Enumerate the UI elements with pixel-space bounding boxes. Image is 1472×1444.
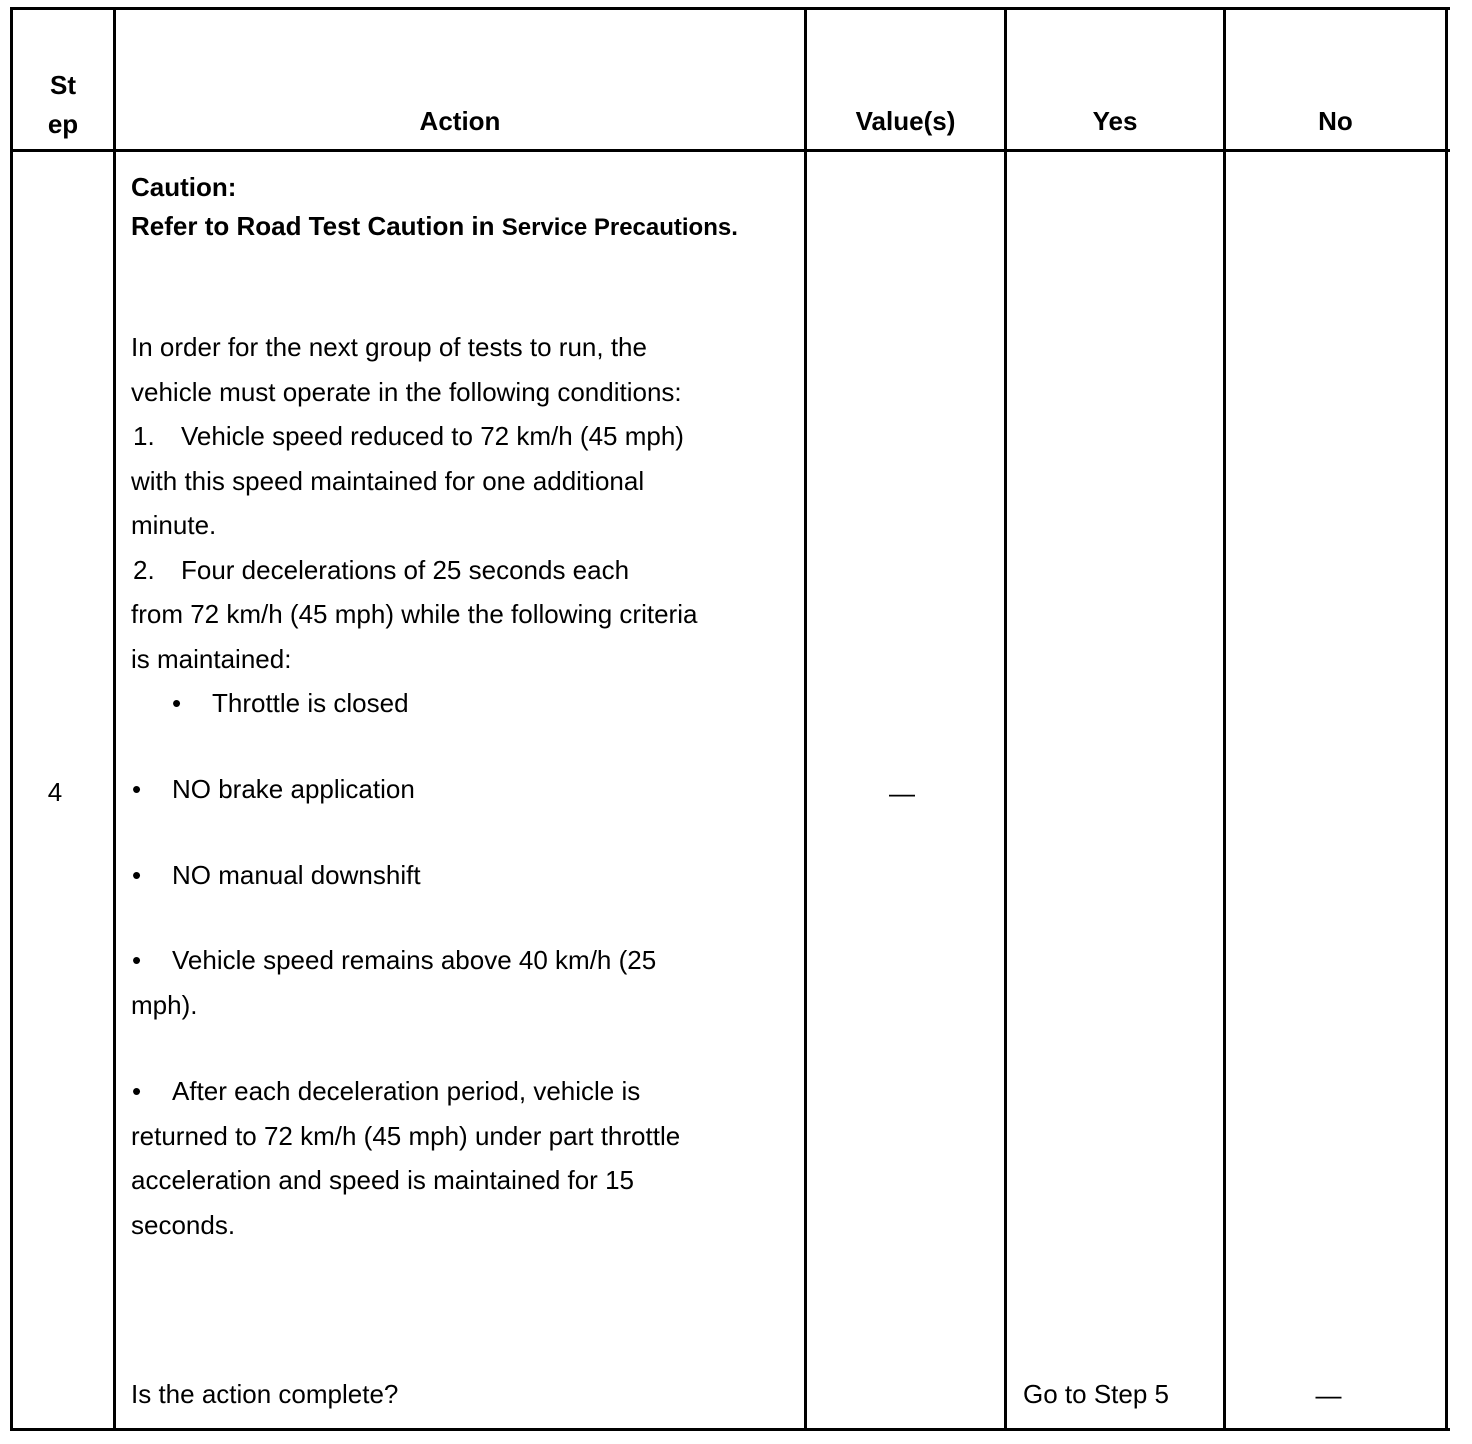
- bullet-text: Throttle is closed: [212, 688, 409, 718]
- bullet-text-cont: returned to 72 km/h (45 mph) under part throttle: [131, 1120, 681, 1151]
- bullet-icon: •: [132, 1076, 142, 1106]
- header-step-line1: St: [50, 70, 76, 100]
- column-divider-yes: [1223, 7, 1226, 1431]
- bullet-text: After each deceleration period, vehicle is: [172, 1076, 641, 1106]
- action-body: [131, 325, 697, 681]
- step-number: 4: [47, 777, 63, 807]
- item1-line2: with this speed maintained for one additional: [131, 465, 645, 496]
- service-precautions-link[interactable]: Service Precautions.: [501, 214, 738, 241]
- bullet-item-brake: [132, 774, 415, 804]
- action-question: Is the action complete?: [131, 1379, 399, 1409]
- intro-line1: In order for the next group of tests to run, the: [131, 332, 647, 362]
- table-border-right: [1445, 7, 1448, 1431]
- item1-line3: minute.: [131, 510, 217, 540]
- bullet-item-throttle: [172, 688, 409, 718]
- bullet-item-speed: [131, 938, 656, 1027]
- bullet-icon: •: [132, 945, 142, 975]
- header-no: No: [1318, 106, 1353, 136]
- bullet-text-cont: seconds.: [131, 1209, 236, 1240]
- caution-label: Caution:: [131, 172, 237, 202]
- bullet-item-downshift: [132, 860, 421, 890]
- caution-text-a: Refer to Road Test Caution in: [131, 211, 502, 241]
- bullet-icon: •: [132, 860, 142, 890]
- table-border-top: [10, 7, 1450, 10]
- table-border-bottom: [10, 1428, 1450, 1431]
- column-divider-step: [113, 7, 116, 1431]
- bullet-icon: •: [172, 688, 182, 718]
- header-step-line2: ep: [47, 109, 79, 139]
- header-yes: Yes: [1092, 106, 1138, 136]
- item1-text: Vehicle speed reduced to 72 km/h (45 mph): [181, 421, 684, 451]
- bullet-text: NO manual downshift: [172, 860, 421, 890]
- header-values: Value(s): [855, 106, 956, 136]
- bullet-line: [131, 1069, 680, 1114]
- header-divider: [10, 149, 1450, 152]
- item2-line3: is maintained:: [131, 643, 292, 674]
- bullet-item-after-deceleration: [131, 1069, 680, 1247]
- yes-go-to-step-5[interactable]: Go to Step 5: [1023, 1379, 1169, 1409]
- item2-text: Four decelerations of 25 seconds each: [181, 554, 630, 585]
- item1-number: 1.: [133, 421, 155, 451]
- item2-number: 2.: [133, 554, 155, 585]
- header-action: Action: [419, 106, 501, 136]
- table-border-left: [10, 7, 13, 1431]
- caution-text: [131, 211, 738, 243]
- item2-line1: [131, 548, 697, 593]
- item2-line2: from 72 km/h (45 mph) while the following criteria: [131, 599, 698, 629]
- bullet-text: NO brake application: [172, 774, 415, 804]
- header-step: [13, 66, 113, 144]
- column-divider-action: [804, 7, 807, 1431]
- value-cell: —: [889, 778, 915, 808]
- no-cell: —: [1315, 1380, 1342, 1410]
- bullet-text: Vehicle speed remains above 40 km/h (25: [172, 945, 657, 975]
- column-divider-values: [1004, 7, 1007, 1431]
- bullet-text-cont: mph).: [131, 989, 198, 1020]
- bullet-text-cont: acceleration and speed is maintained for 15: [131, 1165, 634, 1195]
- bullet-line: [131, 938, 656, 983]
- bullet-icon: •: [132, 774, 142, 804]
- item1-line1: [131, 414, 697, 459]
- intro-line2: vehicle must operate in the following conditions:: [131, 376, 682, 407]
